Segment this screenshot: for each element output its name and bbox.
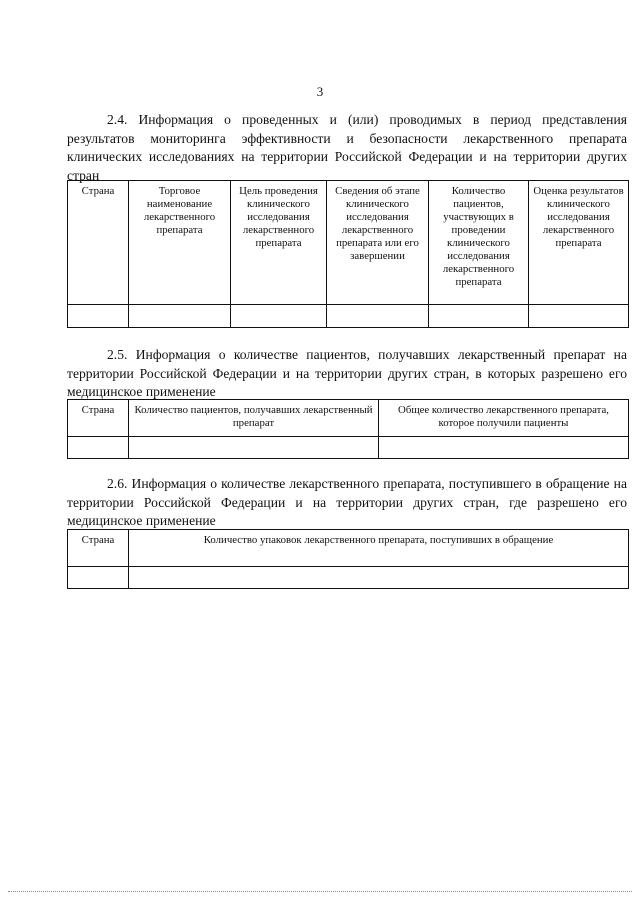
column-header-country: Страна	[68, 400, 129, 437]
patients-table	[67, 399, 629, 459]
column-header-country: Страна	[68, 530, 129, 567]
section-2-4-paragraph	[67, 111, 627, 185]
table-cell	[379, 437, 629, 459]
table-cell	[68, 437, 129, 459]
column-header-trial-results: Оценка результатов клинического исследования лекарственного препарата	[529, 181, 629, 305]
column-header-patients-received: Количество пациентов, получавших лекарственный препарат	[129, 400, 379, 437]
table-cell	[327, 305, 429, 328]
table-cell	[429, 305, 529, 328]
column-header-country: Страна	[68, 181, 129, 305]
column-header-trial-stage: Сведения об этапе клинического исследования лекарственного препарата или его завершении	[327, 181, 429, 305]
table-cell	[529, 305, 629, 328]
table-header-row	[68, 530, 629, 567]
table-row	[68, 305, 629, 328]
table-header-row	[68, 400, 629, 437]
table-cell	[129, 567, 629, 589]
table-cell	[68, 567, 129, 589]
section-2-4-text: 2.4. Информация о проведенных и (или) проводимых в период представления результатов мониторинга эффективности и безопасности лекарственного препарата клинических исследованиях на территории Российской Федерации и на территории других стран	[67, 112, 627, 183]
section-2-5-paragraph	[67, 346, 627, 402]
scan-edge-line	[8, 891, 632, 892]
table-row	[68, 567, 629, 589]
table-cell	[231, 305, 327, 328]
clinical-trials-table	[67, 180, 629, 328]
page-number: 3	[316, 84, 324, 99]
column-header-trade-name: Торговое наименование лекарственного препарата	[129, 181, 231, 305]
section-2-5-text: 2.5. Информация о количестве пациентов, получавших лекарственный препарат на территории Российской Федерации и на территории других стран, в которых разрешено его медицинское применение	[67, 347, 627, 399]
table-header-row	[68, 181, 629, 305]
column-header-packages-count: Количество упаковок лекарственного препарата, поступивших в обращение	[129, 530, 629, 567]
section-2-6-text: 2.6. Информация о количестве лекарственного препарата, поступившего в обращение на территории Российской Федерации и на территории других стран, где разрешено его медицинское применение	[67, 476, 627, 528]
table-cell	[129, 437, 379, 459]
table-cell	[68, 305, 129, 328]
table-row	[68, 437, 629, 459]
table-cell	[129, 305, 231, 328]
column-header-trial-purpose: Цель проведения клинического исследования лекарственного препарата	[231, 181, 327, 305]
column-header-patient-count: Количество пациентов, участвующих в проведении клинического исследования лекарственного препарата	[429, 181, 529, 305]
circulation-table	[67, 529, 629, 589]
section-2-6-paragraph	[67, 475, 627, 531]
column-header-total-amount: Общее количество лекарственного препарата, которое получили пациенты	[379, 400, 629, 437]
